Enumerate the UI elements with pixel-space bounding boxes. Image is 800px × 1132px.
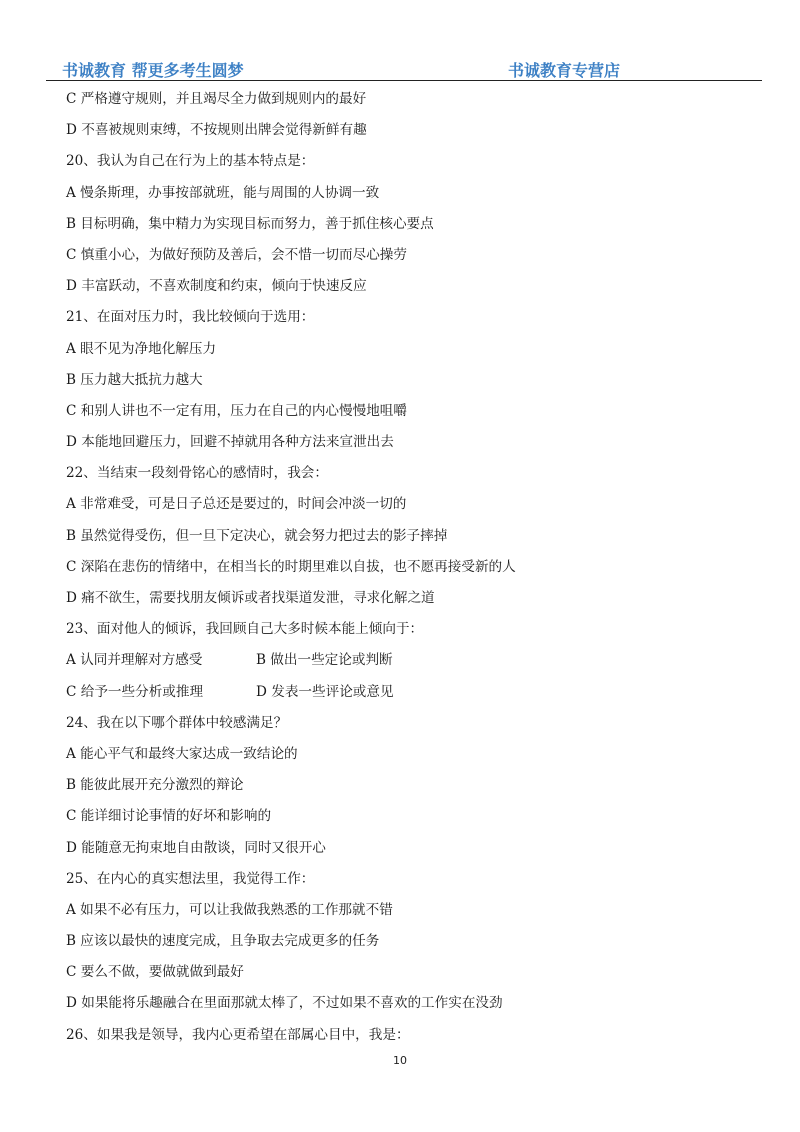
text-line	[66, 338, 756, 369]
line-text: D 本能地回避压力，回避不掉就用各种方法来宣泄出去	[66, 434, 394, 451]
text-line	[66, 618, 756, 649]
page-number: 10	[393, 1054, 407, 1067]
text-line	[66, 587, 756, 618]
line-text: D 不喜被规则束缚，不按规则出牌会觉得新鲜有趣	[66, 122, 367, 139]
line-text: 26、如果我是领导，我内心更希望在部属心目中，我是：	[66, 1026, 410, 1043]
text-line	[66, 930, 756, 961]
line-text: D 丰富跃动，不喜欢制度和约束，倾向于快速反应	[66, 278, 367, 295]
line-text: B 目标明确，集中精力为实现目标而努力，善于抓住核心要点	[66, 215, 434, 232]
text-line	[66, 556, 756, 587]
line-text: 24、我在以下哪个群体中较感满足？	[66, 714, 288, 731]
line-text: 22、当结束一段刻骨铭心的感情时，我会：	[66, 465, 328, 482]
text-line	[66, 462, 756, 493]
text-line	[66, 306, 756, 337]
option-cell: C 给予一些分析或推理	[66, 683, 204, 700]
line-text: 23、面对他人的倾诉，我回顾自己大多时候本能上倾向于：	[66, 621, 424, 638]
text-line	[66, 681, 756, 712]
text-line	[66, 493, 756, 524]
option-cell: B 做出一些定论或判断	[256, 652, 393, 669]
line-text: 20、我认为自己在行为上的基本特点是：	[66, 153, 315, 170]
line-text: 25、在内心的真实想法里，我觉得工作：	[66, 870, 315, 887]
text-line	[66, 431, 756, 462]
line-text: C 和别人讲也不一定有用，压力在自己的内心慢慢地咀嚼	[66, 402, 407, 419]
line-text: B 能彼此展开充分激烈的辩论	[66, 777, 244, 794]
line-text: 21、在面对压力时，我比较倾向于选用：	[66, 309, 315, 326]
text-line	[66, 213, 756, 244]
line-text: B 压力越大抵抗力越大	[66, 371, 203, 388]
text-line	[66, 805, 756, 836]
line-text: D 如果能将乐趣融合在里面那就太棒了，不过如果不喜欢的工作实在没劲	[66, 995, 503, 1012]
text-line	[66, 244, 756, 275]
line-text: A 如果不必有压力，可以让我做我熟悉的工作那就不错	[66, 901, 393, 918]
line-text: C 深陷在悲伤的情绪中，在相当长的时期里难以自拔，也不愿再接受新的人	[66, 558, 516, 575]
text-line	[66, 743, 756, 774]
header-divider	[46, 80, 762, 81]
text-line	[66, 992, 756, 1023]
line-text: D 能随意无拘束地自由散谈，同时又很开心	[66, 839, 326, 856]
page-header	[0, 0, 800, 82]
text-line	[66, 712, 756, 743]
line-text: C 严格遵守规则，并且竭尽全力做到规则内的最好	[66, 91, 367, 107]
option-cell: D 发表一些评论或意见	[256, 683, 394, 700]
header-brand-slogan: 书诚教育 帮更多考生圆梦	[62, 61, 244, 80]
line-text: C 要么不做，要做就做到最好	[66, 964, 244, 981]
line-text: A 眼不见为净地化解压力	[66, 340, 217, 357]
line-text: B 应该以最快的速度完成，且争取去完成更多的任务	[66, 933, 380, 950]
header-store-name: 书诚教育专营店	[508, 61, 621, 80]
line-text: D 痛不欲生，需要找朋友倾诉或者找渠道发泄，寻求化解之道	[66, 590, 435, 606]
text-line	[66, 182, 756, 213]
text-line	[66, 961, 756, 992]
text-line	[66, 369, 756, 400]
text-line	[66, 525, 756, 556]
text-line	[66, 899, 756, 930]
line-text: A 非常难受，可是日子总还是要过的，时间会冲淡一切的	[66, 496, 407, 513]
text-line	[66, 150, 756, 181]
line-text: C 能详细讨论事情的好坏和影响的	[66, 808, 272, 825]
text-line	[66, 400, 756, 431]
option-cell: A 认同并理解对方感受	[66, 652, 203, 669]
text-line	[66, 88, 756, 119]
text-line	[66, 649, 756, 680]
text-line	[66, 837, 756, 868]
text-line	[66, 868, 756, 899]
text-line	[66, 1024, 756, 1055]
line-text: C 慎重小心，为做好预防及善后，会不惜一切而尽心操劳	[66, 246, 407, 263]
line-text: A 能心平气和最终大家达成一致结论的	[66, 745, 298, 762]
document-body	[66, 88, 756, 1055]
text-line	[66, 774, 756, 805]
text-line	[66, 119, 756, 150]
line-text: A 慢条斯理，办事按部就班，能与周围的人协调一致	[66, 184, 380, 201]
line-text: B 虽然觉得受伤，但一旦下定决心，就会努力把过去的影子摔掉	[66, 527, 448, 544]
text-line	[66, 275, 756, 306]
